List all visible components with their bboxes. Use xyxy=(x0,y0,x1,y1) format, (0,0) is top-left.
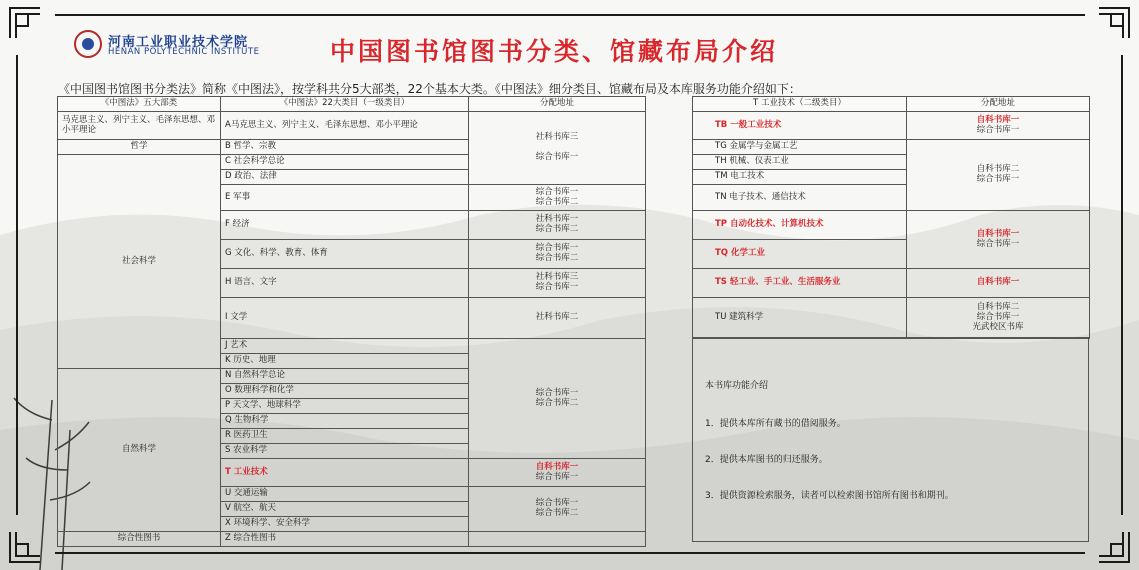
address-cell: 综合书库一 综合书库二 xyxy=(469,487,646,532)
school-name-en: HENAN POLYTECHNIC INSTITUTE xyxy=(108,47,260,57)
address-cell: 社科书库三 综合书库一 xyxy=(469,269,646,298)
frame-left xyxy=(16,55,18,515)
service-info-box xyxy=(692,337,1089,542)
class-cell: Z 综合性图书 xyxy=(221,532,469,547)
table-header-row xyxy=(58,97,646,112)
table-row xyxy=(58,112,646,140)
table-row xyxy=(693,298,1090,339)
t-address-cell: 自科书库一 综合书库一 xyxy=(907,112,1090,140)
class-cell: C 社会科学总论 xyxy=(221,155,469,170)
school-logo xyxy=(74,30,260,60)
t-address-cell: 自科书库一 xyxy=(907,269,1090,298)
part-cell: 综合性图书 xyxy=(58,532,221,547)
address-cell: 综合书库一 综合书库二 xyxy=(469,240,646,269)
address-cell: 社科书库一 综合书库二 xyxy=(469,211,646,240)
frame-right xyxy=(1121,55,1123,515)
t-class-cell: TP 自动化技术、计算机技术 xyxy=(693,211,907,240)
corner-ornament-br xyxy=(1097,530,1131,564)
header-parts: 《中图法》五大部类 xyxy=(58,97,221,112)
class-cell: Q 生物科学 xyxy=(221,414,469,429)
t-class-cell: TG 金属学与金属工艺 xyxy=(693,140,907,155)
address-cell xyxy=(469,532,646,547)
t-class-cell: TU 建筑科学 xyxy=(693,298,907,339)
service-item: 3．提供资源检索服务，读者可以检索图书馆所有图书和期刊。 xyxy=(705,491,954,501)
service-heading: 本书库功能介绍 xyxy=(705,381,769,391)
frame-bottom xyxy=(55,552,1085,554)
t-class-cell: TN 电子技术、通信技术 xyxy=(693,185,907,211)
address-cell: 综合书库一 综合书库二 xyxy=(469,185,646,211)
t-address-cell: 自科书库二 综合书库一 光武校区书库 xyxy=(907,298,1090,339)
part-cell: 马克思主义、列宁主义、毛泽东思想、邓小平理论 xyxy=(58,112,221,140)
table-header-row xyxy=(693,97,1090,112)
class-cell: U 交通运输 xyxy=(221,487,469,502)
industrial-tech-table xyxy=(692,96,1090,339)
class-cell: G 文化、科学、教育、体育 xyxy=(221,240,469,269)
corner-ornament-tl xyxy=(8,6,42,40)
class-cell: F 经济 xyxy=(221,211,469,240)
corner-ornament-tr xyxy=(1097,6,1131,40)
school-name-cn: 河南工业职业技术学院 xyxy=(108,35,249,50)
service-item: 2．提供本库图书的归还服务。 xyxy=(705,455,828,465)
table-row xyxy=(693,112,1090,140)
table-row xyxy=(58,532,646,547)
t-address-cell: 自科书库二 综合书库一 xyxy=(907,140,1090,211)
service-item: 1．提供本库所有藏书的借阅服务。 xyxy=(705,419,846,429)
part-cell: 哲学 xyxy=(58,140,221,155)
corner-ornament-bl xyxy=(8,530,42,564)
class-cell: O 数理科学和化学 xyxy=(221,384,469,399)
header-address: 分配地址 xyxy=(469,97,646,112)
class-cell: T 工业技术 xyxy=(221,459,469,487)
table-row xyxy=(693,211,1090,240)
class-cell: S 农业科学 xyxy=(221,444,469,459)
t-class-cell: TM 电工技术 xyxy=(693,170,907,185)
classification-table xyxy=(57,96,646,547)
class-cell: E 军事 xyxy=(221,185,469,211)
header-classes: 《中图法》22大类目（一级类目） xyxy=(221,97,469,112)
page-title: 中国图书馆图书分类、馆藏布局介绍 xyxy=(330,37,779,66)
class-cell: J 艺术 xyxy=(221,339,469,354)
address-cell: 社科书库二 xyxy=(469,298,646,339)
t-class-cell: TB 一般工业技术 xyxy=(693,112,907,140)
header-t-classes: T 工业技术（二级类目） xyxy=(693,97,907,112)
class-cell: K 历史、地理 xyxy=(221,354,469,369)
school-emblem-icon xyxy=(74,30,102,58)
table-row xyxy=(693,269,1090,298)
part-cell: 社会科学 xyxy=(58,155,221,369)
class-cell: X 环境科学、安全科学 xyxy=(221,517,469,532)
part-cell: 自然科学 xyxy=(58,369,221,532)
class-cell: N 自然科学总论 xyxy=(221,369,469,384)
header-t-address: 分配地址 xyxy=(907,97,1090,112)
t-address-cell: 自科书库一 综合书库一 xyxy=(907,211,1090,269)
class-cell: D 政治、法律 xyxy=(221,170,469,185)
t-class-cell: TQ 化学工业 xyxy=(693,240,907,269)
frame-top xyxy=(55,14,1085,16)
t-class-cell: TS 轻工业、手工业、生活服务业 xyxy=(693,269,907,298)
class-cell: B 哲学、宗教 xyxy=(221,140,469,155)
class-cell: A马克思主义、列宁主义、毛泽东思想、邓小平理论 xyxy=(221,112,469,140)
address-cell: 自科书库一 综合书库一 xyxy=(469,459,646,487)
class-cell: P 天文学、地球科学 xyxy=(221,399,469,414)
address-cell: 综合书库一 综合书库二 xyxy=(469,339,646,459)
class-cell: R 医药卫生 xyxy=(221,429,469,444)
class-cell: H 语言、文字 xyxy=(221,269,469,298)
t-class-cell: TH 机械、仪表工业 xyxy=(693,155,907,170)
class-cell: I 文学 xyxy=(221,298,469,339)
table-row xyxy=(693,140,1090,155)
address-cell: 社科书库三 综合书库一 xyxy=(469,112,646,185)
intro-text: 《中国图书馆图书分类法》简称《中图法》，按学科共分5大部类，22个基本大类。《中图法》细分类目、馆藏布局及本库服务功能介绍如下： xyxy=(58,82,801,96)
class-cell: V 航空、航天 xyxy=(221,502,469,517)
